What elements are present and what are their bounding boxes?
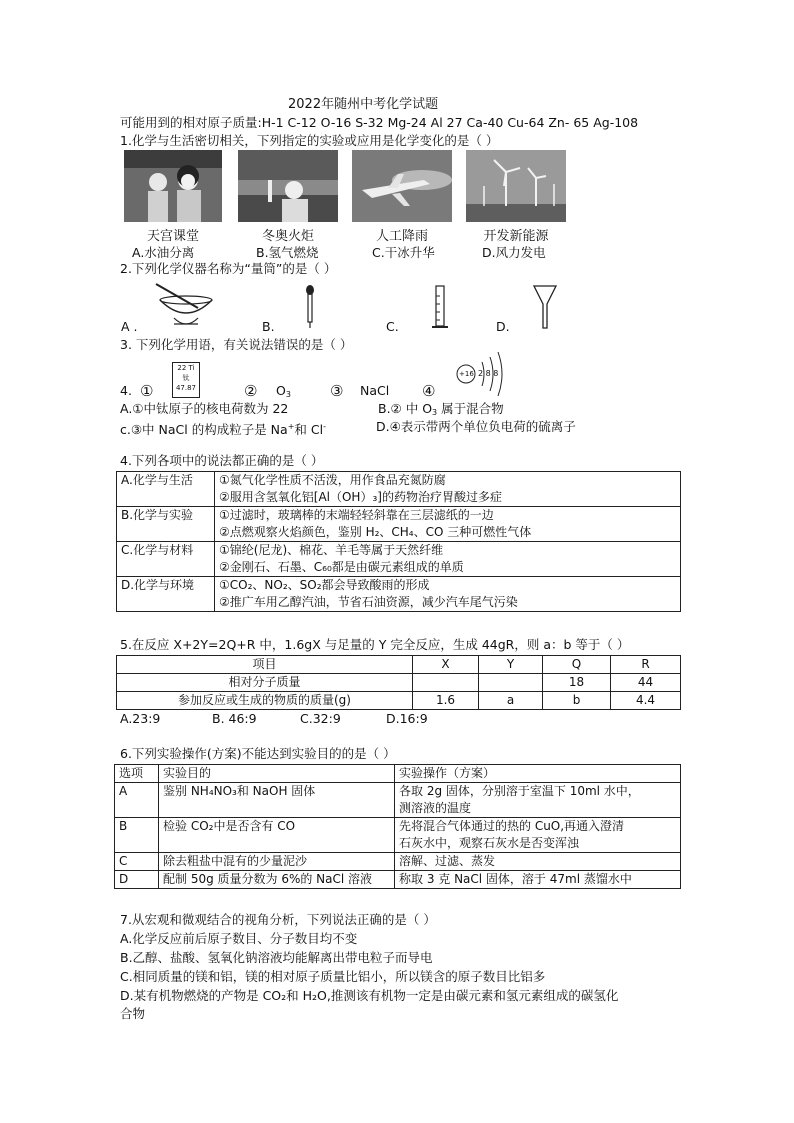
q6-header-operation: 实验操作（方案） xyxy=(395,765,681,783)
q2-stem: 2.下列化学仪器名称为“量筒”的是（ ） xyxy=(120,261,337,276)
q4-row-a-head: A.化学与生活 xyxy=(117,472,215,507)
q1-stem: 1.化学与生活密切相关，下列指定的实验或应用是化学变化的是（ ） xyxy=(120,133,499,148)
q6-a-goal: 鉴别 NH₄NO₃和 NaOH 固体 xyxy=(159,783,395,818)
table-row xyxy=(115,783,681,818)
table-row xyxy=(115,871,681,889)
q6-a-op-line1: 各取 2g 固体，分别溶于室温下 10ml 水中， xyxy=(399,784,640,798)
q5-r1-q: 18 xyxy=(543,674,611,692)
q5-r2-x: 1.6 xyxy=(413,692,479,710)
ozone-symbol: O xyxy=(276,383,286,398)
q3-option-b-subscript: 3 xyxy=(432,408,438,417)
q6-b-op-line1: 先将混合气体通过的热的 CuO,再通入澄清 xyxy=(399,819,625,833)
q6-d-operation: 称取 3 克 NaCl 固体，溶于 47ml 蒸馏水中 xyxy=(395,871,681,889)
q1-caption-4: 开发新能源 xyxy=(483,229,549,244)
table-row xyxy=(117,674,681,692)
q3-num-1: ① xyxy=(140,382,154,400)
q6-a-op-line2: 测溶液的温度 xyxy=(399,801,472,815)
q3-row-prefix: 4. xyxy=(120,383,132,398)
q3-option-c xyxy=(120,419,326,438)
q6-stem: 6.下列实验操作(方案)不能达到实验目的的是（ ） xyxy=(120,746,396,761)
table-row xyxy=(117,507,681,525)
q5-table xyxy=(116,655,681,710)
table-row xyxy=(115,818,681,853)
q1-option-a: A.水油分离 xyxy=(132,245,195,260)
q3-option-c-sup1: + xyxy=(287,422,295,431)
q4-row-b-line1: ①过滤时，玻璃棒的末端轻轻斜靠在三层滤纸的一边 xyxy=(215,507,681,525)
q5-option-c: C.32:9 xyxy=(300,711,341,726)
q7-option-a: A.化学反应前后原子数目、分子数目均不变 xyxy=(120,931,358,946)
q6-table xyxy=(114,764,681,889)
exam-title: 2022年随州中考化学试题 xyxy=(288,97,439,112)
q6-a-option: A xyxy=(115,783,159,818)
q6-d-goal: 配制 50g 质量分数为 6%的 NaCl 溶液 xyxy=(159,871,395,889)
q4-row-c-head: C.化学与材料 xyxy=(117,542,215,577)
q1-option-b: B.氢气燃烧 xyxy=(256,245,319,260)
q5-header-item: 项目 xyxy=(117,656,413,674)
q5-r1-x xyxy=(413,674,479,692)
q3-option-c-sup2: - xyxy=(323,422,326,431)
electron-shells: 2 8 8 xyxy=(478,369,499,378)
table-row xyxy=(117,577,681,595)
q4-row-b-line2: ②点燃观察火焰颜色，鉴别 H₂、CH₄、CO 三种可燃性气体 xyxy=(215,524,681,542)
q3-option-d: D.④表示带两个单位负电荷的硫离子 xyxy=(376,419,576,434)
q4-stem: 4.下列各项中的说法都正确的是（ ） xyxy=(120,453,324,468)
q4-row-c-line2: ②金刚石、石墨、C₆₀都是由碳元素组成的单质 xyxy=(215,559,681,577)
q6-b-goal: 检验 CO₂中是否含有 CO xyxy=(159,818,395,853)
q5-r1-y xyxy=(479,674,543,692)
q5-r2-label: 参加反应或生成的物质的质量(g) xyxy=(117,692,413,710)
q3-nacl: NaCl xyxy=(360,383,390,398)
table-row xyxy=(117,692,681,710)
q4-row-b-head: B.化学与实验 xyxy=(117,507,215,542)
atomic-mass-line: 可能用到的相对原子质量:H-1 C-12 O-16 S-32 Mg-24 Al 27 Ca-40 Cu-64 Zn- 65 Ag-108 xyxy=(120,115,639,130)
q3-ozone xyxy=(276,383,291,403)
q4-row-d-line2: ②推广车用乙醇汽油，节省石油资源，减少汽车尾气污染 xyxy=(215,594,681,612)
q3-option-b-text: B.② 中 O xyxy=(378,401,433,416)
q4-row-c-line1: ①锦纶(尼龙)、棉花、羊毛等属于天然纤维 xyxy=(215,542,681,560)
q4-table xyxy=(116,471,681,612)
q3-num-4: ④ xyxy=(422,382,436,400)
q7-option-d-line2: 合物 xyxy=(120,1006,146,1021)
q7-option-b: B.乙醇、盐酸、氢氧化钠溶液均能解离出带电粒子而导电 xyxy=(120,950,433,965)
q5-r1-r: 44 xyxy=(611,674,681,692)
q3-num-2: ② xyxy=(244,382,258,400)
q5-r2-y: a xyxy=(479,692,543,710)
q5-option-b: B. 46:9 xyxy=(212,711,257,726)
q1-caption-3: 人工降雨 xyxy=(375,229,428,244)
q6-d-option: D xyxy=(115,871,159,889)
q7-stem: 7.从宏观和微观结合的视角分析，下列说法正确的是（ ） xyxy=(120,912,436,927)
q5-r2-r: 4.4 xyxy=(611,692,681,710)
q3-option-c-mid: 和 Cl xyxy=(294,422,324,437)
q6-header-goal: 实验目的 xyxy=(159,765,395,783)
nucleus-charge: +16 xyxy=(459,370,474,378)
titanium-element-tile xyxy=(172,362,200,398)
q7-option-c: C.相同质量的镁和铝，镁的相对原子质量比铝小，所以镁含的原子数目比铝多 xyxy=(120,969,546,984)
table-row xyxy=(117,656,681,674)
q5-header-q: Q xyxy=(543,656,611,674)
q2-label-b: B. xyxy=(262,319,275,334)
q5-header-x: X xyxy=(413,656,479,674)
q6-a-operation xyxy=(395,783,681,818)
q4-row-d-line1: ①CO₂、NO₂、SO₂都会导致酸雨的形成 xyxy=(215,577,681,595)
dropper-icon xyxy=(302,284,318,330)
q1-option-c: C.干冰升华 xyxy=(372,245,435,260)
q2-label-d: D. xyxy=(496,319,510,334)
q6-b-op-line2: 石灰水中，观察石灰水是否变浑浊 xyxy=(399,836,580,850)
q1-caption-1: 天宫课堂 xyxy=(146,229,199,244)
q3-option-a: A.①中钛原子的核电荷数为 22 xyxy=(120,401,289,416)
tile-name: 钛 xyxy=(182,374,190,382)
q5-r1-label: 相对分子质量 xyxy=(117,674,413,692)
q2-label-c: C. xyxy=(386,319,399,334)
photo-artificial-rain xyxy=(352,150,452,222)
funnel-icon xyxy=(532,284,558,332)
q5-option-a: A.23:9 xyxy=(120,711,161,726)
table-row xyxy=(117,542,681,560)
photo-wind-turbines xyxy=(466,150,566,222)
photo-tiangong xyxy=(124,150,222,222)
q4-row-a-line1: ①氮气化学性质不活泼，用作食品充氮防腐 xyxy=(215,472,681,490)
tile-number: 22 Ti xyxy=(177,364,195,372)
q6-c-goal: 除去粗盐中混有的少量泥沙 xyxy=(159,853,395,871)
q5-r2-q: b xyxy=(543,692,611,710)
graduated-cylinder-icon xyxy=(430,284,450,332)
table-row xyxy=(115,853,681,871)
q5-option-d: D.16:9 xyxy=(386,711,428,726)
q6-b-option: B xyxy=(115,818,159,853)
tile-mass: 47.87 xyxy=(175,384,197,392)
q6-c-option: C xyxy=(115,853,159,871)
photo-olympic-torch xyxy=(238,150,338,222)
q7-option-d-line1: D.某有机物燃烧的产物是 CO₂和 H₂O,推测该有机物一定是由碳元素和氢元素组成的碳氢化 xyxy=(120,988,619,1003)
q4-row-d-head: D.化学与环境 xyxy=(117,577,215,612)
ozone-subscript: 3 xyxy=(285,390,291,399)
q4-row-a-line2: ②服用含氢氧化铝[Al（OH）₃]的药物治疗胃酸过多症 xyxy=(215,489,681,507)
q3-stem: 3. 下列化学用语，有关说法错误的是（ ） xyxy=(120,337,353,352)
q5-header-r: R xyxy=(611,656,681,674)
q3-option-b xyxy=(378,401,504,421)
q6-header-option: 选项 xyxy=(115,765,159,783)
q6-b-operation xyxy=(395,818,681,853)
q1-caption-2: 冬奥火炬 xyxy=(261,229,314,244)
q3-option-c-text: c.③中 NaCl 的构成粒子是 Na xyxy=(120,422,288,437)
q6-c-operation: 溶解、过滤、蒸发 xyxy=(395,853,681,871)
q2-label-a: A . xyxy=(121,319,138,334)
q5-header-y: Y xyxy=(479,656,543,674)
mortar-pestle-icon xyxy=(150,280,220,332)
table-row xyxy=(117,472,681,490)
q5-stem: 5.在反应 X+2Y=2Q+R 中，1.6gX 与足量的 Y 完全反应，生成 44gR，则 a：b 等于（ ） xyxy=(120,637,630,652)
q1-option-d: D.风力发电 xyxy=(482,245,546,260)
q3-num-3: ③ xyxy=(330,382,344,400)
table-row xyxy=(115,765,681,783)
q3-option-b-tail: 属于混合物 xyxy=(437,401,504,416)
